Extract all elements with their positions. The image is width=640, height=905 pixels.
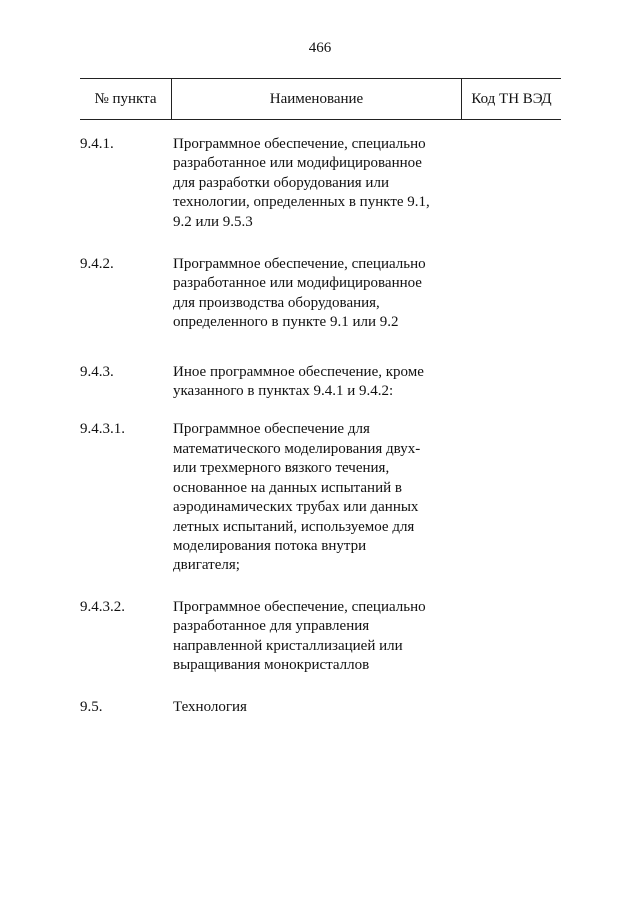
table-row: [80, 135, 560, 232]
text-line: разработанное для управления: [173, 618, 370, 635]
text-line: Программное обеспечение для: [173, 421, 370, 438]
text-line: двигателя;: [173, 557, 240, 574]
text-line: аэродинамических трубах или данных: [173, 499, 419, 516]
item-description: [173, 255, 463, 333]
text-line: Технология: [173, 699, 247, 716]
column-header-number: № пункта: [80, 79, 172, 119]
item-number: 9.4.3.1.: [80, 421, 125, 438]
table-row: [80, 363, 560, 402]
text-line: 9.2 или 9.5.3: [173, 213, 253, 230]
item-number: 9.4.3.2.: [80, 598, 125, 615]
column-header-code: Код ТН ВЭД: [471, 90, 552, 107]
item-description: [173, 135, 463, 232]
text-line: направленной кристаллизацией или: [173, 637, 403, 654]
text-line: определенного в пункте 9.1 или 9.2: [173, 314, 399, 331]
item-description: [173, 363, 463, 402]
text-line: летных испытаний, используемое для: [173, 518, 415, 535]
table-body: [80, 135, 560, 718]
text-line: выращивания монокристаллов: [173, 656, 370, 673]
table-row: [80, 598, 560, 676]
text-line: математического моделирования двух-: [173, 440, 421, 457]
item-number: 9.5.: [80, 699, 103, 716]
text-line: разработанное или модифицированное: [173, 275, 422, 292]
item-number: 9.4.2.: [80, 256, 114, 273]
text-line: технологии, определенных в пункте 9.1,: [173, 194, 430, 211]
text-line: Программное обеспечение, специально: [173, 598, 426, 615]
item-number: 9.4.3.: [80, 363, 114, 380]
page-number: 466: [308, 40, 332, 56]
text-line: разработанное или модифицированное: [173, 155, 422, 172]
text-line: для производства оборудования,: [173, 294, 380, 311]
text-line: моделирования потока внутри: [173, 537, 367, 554]
text-line: или трехмерного вязкого течения,: [173, 460, 390, 477]
text-line: основанное на данных испытаний в: [173, 479, 402, 496]
item-number: 9.4.1.: [80, 136, 114, 152]
table-header: [80, 78, 561, 120]
item-description: [173, 698, 463, 717]
text-line: Иное программное обеспечение, кроме: [173, 363, 424, 380]
item-description: [173, 420, 463, 575]
table-row: [80, 420, 560, 575]
text-line: указанного в пунктах 9.4.1 и 9.4.2:: [173, 383, 394, 400]
table-row: [80, 255, 560, 333]
text-line: для разработки оборудования или: [173, 174, 389, 191]
table-row: [80, 698, 560, 717]
text-line: Программное обеспечение, специально: [173, 136, 426, 152]
text-line: Программное обеспечение, специально: [173, 256, 426, 273]
column-header-name: Наименование: [172, 79, 462, 119]
item-description: [173, 598, 463, 676]
